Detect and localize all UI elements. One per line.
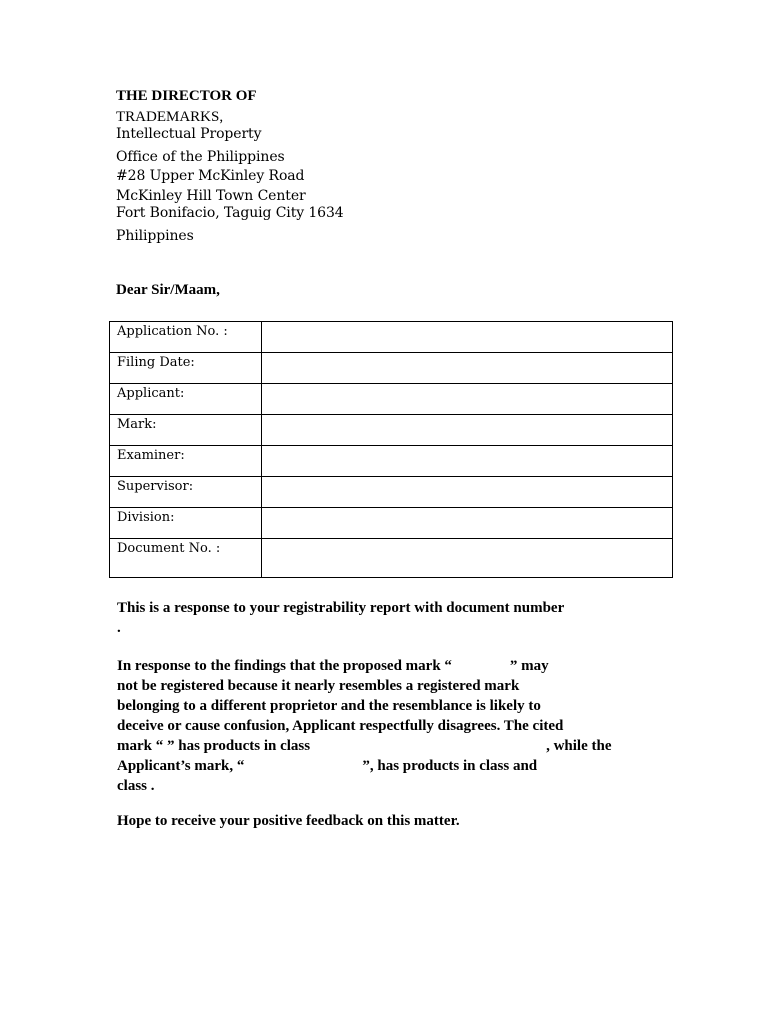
mark-value[interactable] [262, 415, 673, 446]
argument-line: not be registered because it nearly resembles a registered mark [117, 678, 520, 694]
applicant-label: Applicant: [110, 384, 262, 415]
argument-line: class . [117, 778, 155, 794]
examiner-label: Examiner: [110, 446, 262, 477]
recipient-line-trademarks: TRADEMARKS, [116, 109, 224, 125]
recipient-line-country: Philippines [116, 228, 194, 244]
argument-text: , while the [546, 738, 612, 754]
filing-date-label: Filing Date: [110, 353, 262, 384]
mark-label: Mark: [110, 415, 262, 446]
table-row [110, 539, 673, 578]
application-no-value[interactable] [262, 322, 673, 353]
argument-line [117, 756, 653, 776]
argument-text: mark “ ” has products in class [117, 738, 311, 754]
argument-text: ”, has products in class and [362, 758, 538, 774]
table-row [110, 353, 673, 384]
application-details-table [109, 321, 673, 578]
applicant-value[interactable] [262, 384, 673, 415]
table-row [110, 415, 673, 446]
supervisor-label: Supervisor: [110, 477, 262, 508]
argument-paragraph [117, 656, 653, 796]
document-no-label: Document No. : [110, 539, 262, 578]
table-row [110, 477, 673, 508]
division-value[interactable] [262, 508, 673, 539]
argument-text: In response to the findings that the proposed mark “ [117, 658, 452, 674]
argument-line: deceive or cause confusion, Applicant respectfully disagrees. The cited [117, 718, 564, 734]
division-label: Division: [110, 508, 262, 539]
document-no-value[interactable] [262, 539, 673, 578]
argument-line [117, 736, 653, 756]
recipient-line-street: #28 Upper McKinley Road [116, 168, 305, 184]
response-paragraph-end: . [117, 620, 121, 636]
filing-date-value[interactable] [262, 353, 673, 384]
argument-line [117, 656, 653, 676]
argument-text: Applicant’s mark, “ [117, 758, 245, 774]
examiner-value[interactable] [262, 446, 673, 477]
recipient-line-center: McKinley Hill Town Center [116, 188, 306, 204]
supervisor-value[interactable] [262, 477, 673, 508]
table-row [110, 508, 673, 539]
table-row [110, 322, 673, 353]
response-paragraph: This is a response to your registrability report with document number [117, 600, 565, 616]
argument-line: belonging to a different proprietor and the resemblance is likely to [117, 698, 541, 714]
recipient-line-city: Fort Bonifacio, Taguig City 1634 [116, 205, 344, 221]
table-row [110, 384, 673, 415]
recipient-line-office: Office of the Philippines [116, 149, 285, 165]
recipient-line-ip: Intellectual Property [116, 126, 262, 142]
table-row [110, 446, 673, 477]
argument-text: ” may [509, 658, 549, 674]
closing-paragraph: Hope to receive your positive feedback on this matter. [117, 813, 460, 829]
salutation: Dear Sir/Maam, [116, 282, 220, 298]
recipient-title: THE DIRECTOR OF [116, 88, 257, 104]
application-no-label: Application No. : [110, 322, 262, 353]
